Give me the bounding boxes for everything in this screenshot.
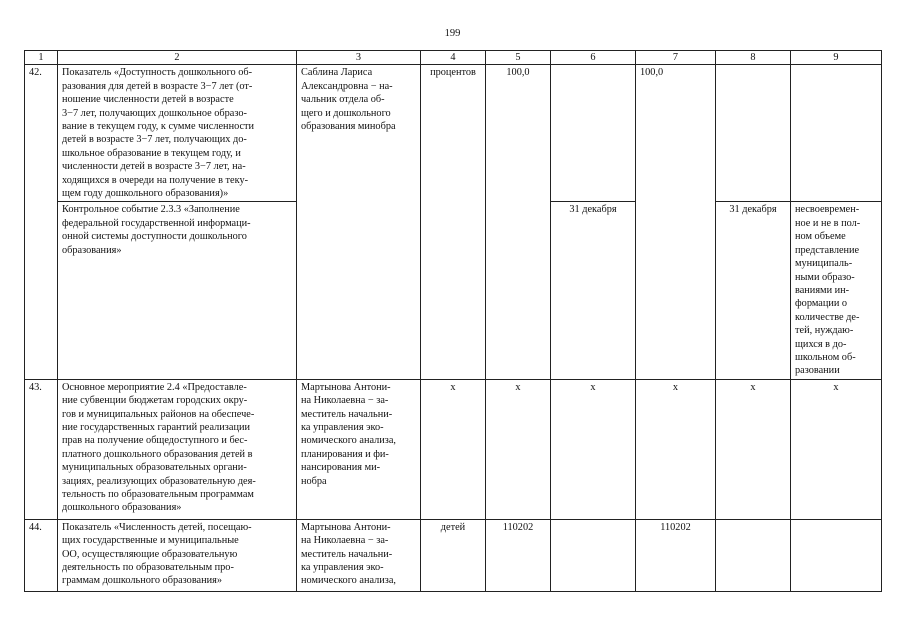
- header-cell: 2: [58, 51, 297, 65]
- responsible-person: Мартынова Антони- на Николаевна − за- меститель начальни- ка управления эко- номического анализа,: [297, 519, 421, 591]
- value-cell: [791, 519, 882, 591]
- indicator-text: Основное мероприятие 2.4 «Предоставле- ние субвенции бюджетам городских окру- гов и муниципальных районов на обеспече- ние государственных гарантий реализации прав на получение общедоступного и бес- платного дошкольного образования детей в муниципальных образовательных органи- зациях, реализующих образовательную дея- тельность по образовательным программам дошкольного образования»: [58, 379, 297, 519]
- page-number: 199: [444, 28, 461, 39]
- header-cell: 6: [551, 51, 636, 65]
- value-cell: 100,0: [636, 65, 716, 379]
- risk-note: несвоевремен- ное и не в пол- ном объеме представление муниципаль- ными образо- ваниями ин- формации о количестве де- тей, нуждаю- щихся в до- школьном об- разовании: [791, 202, 882, 379]
- unit-cell: детей: [421, 519, 486, 591]
- table-row: [25, 379, 882, 519]
- value-cell: [716, 65, 791, 202]
- header-cell: 4: [421, 51, 486, 65]
- header-cell: 9: [791, 51, 882, 65]
- row-number: 42.: [25, 65, 58, 379]
- header-cell: 1: [25, 51, 58, 65]
- date-cell: 31 декабря: [716, 202, 791, 379]
- value-cell: x: [551, 379, 636, 519]
- header-row: [25, 51, 882, 65]
- value-cell: 100,0: [486, 65, 551, 379]
- value-cell: [551, 65, 636, 202]
- value-cell: 110202: [636, 519, 716, 591]
- date-cell: 31 декабря: [551, 202, 636, 379]
- header-cell: 8: [716, 51, 791, 65]
- indicator-text: Показатель «Доступность дошкольного об- разования для детей в возрасте 3−7 лет (от- ношение численности детей в возрасте 3−7 лет, получающих дошкольное образо- вание в текущем году, к сумме численности детей в возрасте 3−7 лет, получающих до- школьное образование в текущем году, и численности детей в возрасте 3−7 лет, на- ходящихся в очереди на получение в теку- щем году дошкольного образования)»: [58, 65, 297, 202]
- indicator-text: Контрольное событие 2.3.3 «Заполнение федеральной государственной информаци- онной системы доступности дошкольного образования»: [58, 202, 297, 379]
- value-cell: x: [486, 379, 551, 519]
- table-row: [25, 519, 882, 591]
- value-cell: x: [791, 379, 882, 519]
- header-cell: 3: [297, 51, 421, 65]
- header-cell: 7: [636, 51, 716, 65]
- responsible-person: Саблина Лариса Александровна − на- чальник отдела об- щего и дошкольного образования минобра: [297, 65, 421, 379]
- header-cell: 5: [486, 51, 551, 65]
- value-cell: [716, 519, 791, 591]
- row-number: 44.: [25, 519, 58, 591]
- table-row: [25, 65, 882, 202]
- value-cell: x: [716, 379, 791, 519]
- value-cell: [791, 65, 882, 202]
- indicator-text: Показатель «Численность детей, посещаю- щих государственные и муниципальные ОО, осуществляющие образовательную деятельность по образовательным про- граммам дошкольного образования»: [58, 519, 297, 591]
- value-cell: x: [636, 379, 716, 519]
- program-table: [24, 50, 882, 592]
- responsible-person: Мартынова Антони- на Николаевна − за- меститель начальни- ка управления эко- номического анализа, планирования и фи- нансирования ми- нобра: [297, 379, 421, 519]
- row-number: 43.: [25, 379, 58, 519]
- value-cell: [551, 519, 636, 591]
- value-cell: x: [421, 379, 486, 519]
- page-bottom-margin: [0, 594, 905, 640]
- value-cell: 110202: [486, 519, 551, 591]
- unit-cell: процентов: [421, 65, 486, 379]
